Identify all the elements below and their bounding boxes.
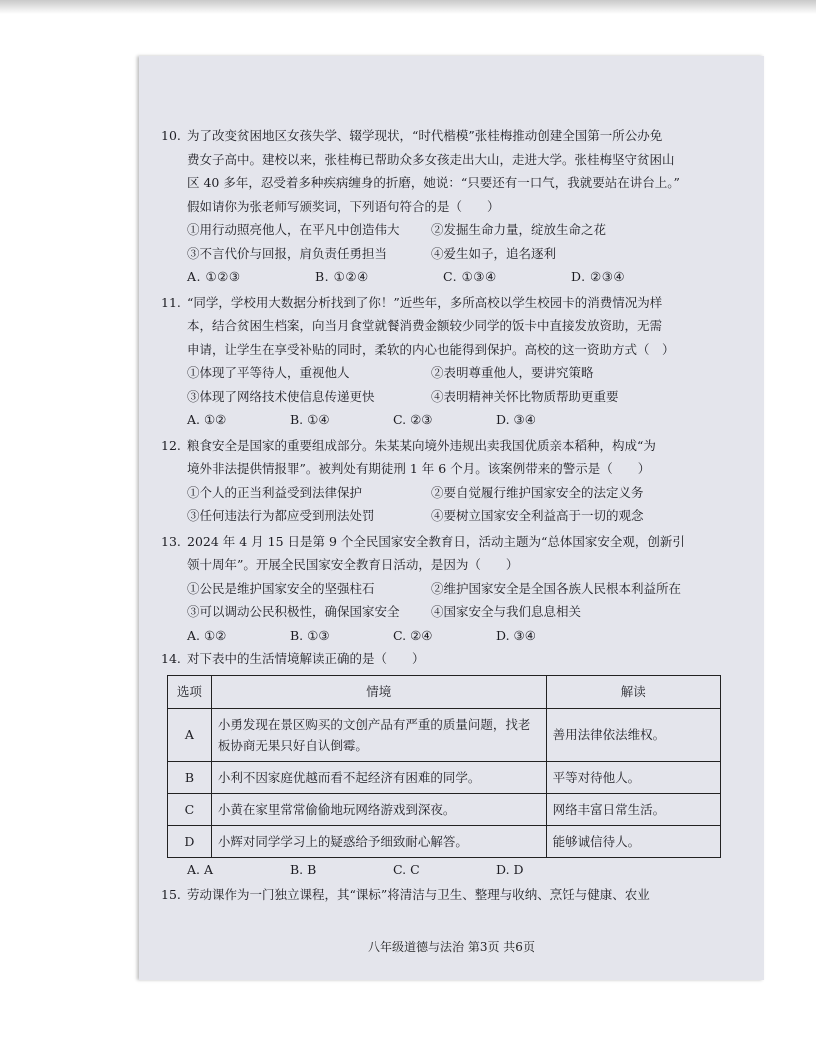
answer-option: D. ③④ (496, 627, 536, 643)
question-text-line: 假如请你为张老师写颁奖词，下列语句符合的是（ ） (187, 198, 500, 214)
answer-option: D. ③④ (496, 412, 536, 427)
scan-shadow-edge (0, 0, 816, 14)
table-row (168, 825, 721, 857)
statement: ②发掘生命力量，绽放生命之花 (431, 222, 607, 237)
answer-option: C. ①③④ (443, 269, 497, 284)
question-text-line: 劳动课作为一门独立课程，其“课标”将清洁与卫生、整理与收纳、烹饪与健康、农业 (187, 887, 650, 902)
statement: ①个人的正当利益受到法律保护 (187, 484, 363, 500)
answer-option: A. ①② (187, 412, 227, 427)
question-area (161, 124, 721, 907)
row-scenario: 小黄在家里常常偷偷地玩网络游戏到深夜。 (211, 793, 546, 825)
answer-option: D. D (496, 861, 524, 877)
answer-option: A. ①②③ (187, 269, 241, 284)
question-text-line: 粮食安全是国家的重要组成部分。朱某某向境外违规出卖我国优质亲本稻种，构成“为 (187, 437, 656, 453)
statement: ②维护国家安全是全国各族人民根本利益所在 (431, 580, 682, 596)
answer-option: B. ①③ (290, 627, 330, 643)
statement: ④要树立国家安全利益高于一切的观念 (431, 508, 644, 523)
question-13 (161, 530, 721, 648)
question-text-line: 申请，让学生在享受补贴的同时，柔软的内心也能得到保护。高校的这一资助方式（ ） (187, 341, 675, 357)
question-12 (161, 434, 721, 528)
question-text-line: 境外非法提供情报罪”。被判处有期徒刑 1 年 6 个月。该案例带来的警示是（ ） (187, 461, 651, 476)
statement: ③可以调动公民积极性，确保国家安全 (187, 604, 400, 619)
column-header-reading: 解读 (546, 675, 720, 708)
question-text-line: 为了改变贫困地区女孩失学、辍学现状，“时代楷模”张桂梅推动创建全国第一所公办免 (187, 128, 663, 143)
statement: ①体现了平等待人，重视他人 (187, 365, 350, 380)
answer-option: C. ②③ (393, 412, 433, 427)
row-reading: 能够诚信待人。 (546, 825, 720, 857)
statement: ①公民是维护国家安全的坚强柱石 (187, 580, 375, 596)
question-text-line: 区 40 多年，忍受着多种疾病缠身的折磨，她说：“只要还有一口气，我就要站在讲台上。” (187, 175, 680, 190)
table-row (168, 793, 721, 825)
question-10 (161, 124, 721, 289)
question-14 (161, 647, 721, 881)
answer-option: C. C (393, 861, 420, 877)
row-reading: 网络丰富日常生活。 (546, 793, 720, 825)
statement: ②表明尊重他人，要讲究策略 (431, 365, 594, 380)
statement: ④国家安全与我们息息相关 (431, 604, 582, 619)
question-text-line: 对下表中的生活情境解读正确的是（ ） (187, 651, 425, 666)
row-scenario: 小辉对同学学习上的疑惑给予细致耐心解答。 (211, 825, 546, 857)
row-option: A (168, 708, 212, 761)
question-number: 12. (161, 437, 181, 453)
answer-option: B. ①④ (290, 412, 330, 427)
question-text-line: 2024 年 4 月 15 日是第 9 个全民国家安全教育日，活动主题为“总体国家安全观，创新引 (187, 533, 685, 549)
row-option: D (168, 825, 212, 857)
statement: ③任何违法行为都应受到刑法处罚 (187, 508, 375, 523)
question-number: 15. (161, 887, 181, 902)
table-row (168, 708, 721, 761)
row-option: C (168, 793, 212, 825)
question-number: 10. (161, 128, 181, 143)
statement: ④爱生如子，追名逐利 (431, 245, 557, 261)
statement: ④表明精神关怀比物质帮助更重要 (431, 388, 619, 404)
column-header-option: 选项 (168, 675, 212, 708)
question-text-line: “同学，学校用大数据分析找到了你！”近些年，多所高校以学生校园卡的消费情况为样 (187, 294, 663, 310)
question-15 (161, 883, 721, 907)
question-text-line: 领十周年”。开展全民国家安全教育日活动，是因为（ ） (187, 557, 519, 572)
page-footer: 八年级道德与法治 第3页 共6页 (368, 940, 535, 954)
table-header-row (168, 675, 721, 708)
row-scenario: 小利不因家庭优越而看不起经济有困难的同学。 (211, 761, 546, 793)
answer-option: B. B (290, 861, 317, 877)
row-scenario: 小勇发现在景区购买的文创产品有严重的质量问题，找老板协商无果只好自认倒霉。 (211, 708, 546, 761)
statement: ②要自觉履行维护国家安全的法定义务 (431, 484, 644, 500)
scenario-table (167, 675, 721, 858)
answer-option: A. ①② (187, 627, 227, 643)
question-number: 13. (161, 533, 181, 549)
statement: ①用行动照亮他人，在平凡中创造伟大 (187, 222, 400, 237)
question-text-line: 费女子高中。建校以来，张桂梅已帮助众多女孩走出大山，走进大学。张桂梅坚守贫困山 (187, 151, 675, 167)
answer-option: A. A (187, 861, 214, 877)
table-row (168, 761, 721, 793)
question-number: 11. (161, 294, 181, 310)
question-number: 14. (161, 651, 181, 666)
answer-option: C. ②④ (393, 627, 433, 643)
column-header-scenario: 情境 (211, 675, 546, 708)
question-text-line: 本，结合贫困生档案，向当月食堂就餐消费金额较少同学的饭卡中直接发放资助，无需 (187, 318, 663, 333)
row-reading: 平等对待他人。 (546, 761, 720, 793)
statement: ③体现了网络技术使信息传递更快 (187, 388, 375, 404)
question-11 (161, 291, 721, 432)
answer-option: D. ②③④ (571, 269, 626, 284)
exam-page (139, 56, 764, 980)
row-option: B (168, 761, 212, 793)
statement: ③不言代价与回报，肩负责任勇担当 (187, 245, 388, 261)
answer-option: B. ①②④ (315, 269, 369, 284)
row-reading: 善用法律依法维权。 (546, 708, 720, 761)
